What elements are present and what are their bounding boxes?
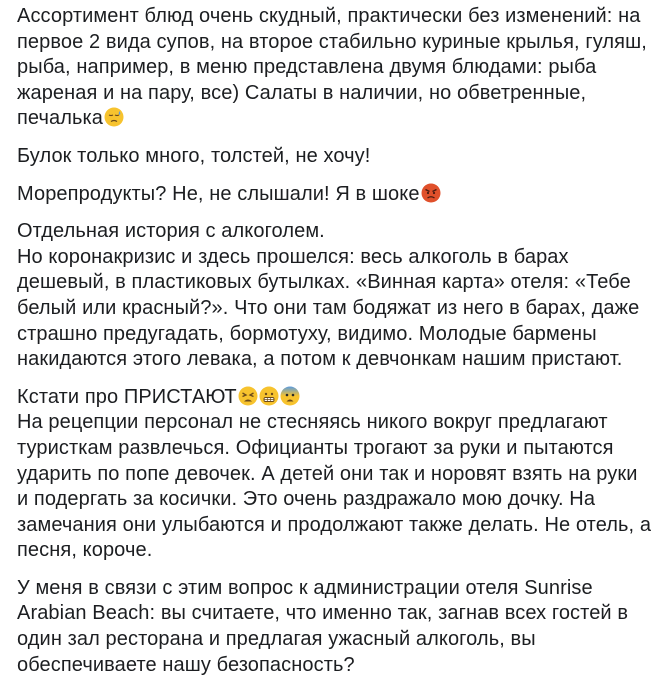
text-line: рыба, например, в меню представлена двумя блюдами: рыба [17,56,597,79]
text-line: жареная и на пару, все) Салаты в наличии, но обветренные, [17,81,587,104]
text-line: белый или красный?». Что они там бодяжат из него в барах, даже [17,296,640,319]
text-line: обеспечиваете нашу безопасность? [17,653,355,676]
text-line: Отдельная история с алкоголем. [17,220,325,243]
tired-face-emoji-icon [238,386,258,406]
text-line: песня, короче. [17,539,153,562]
text-line-with-emoji [17,385,657,411]
text-line: ударить по попе девочек. А детей они так и норовят взять на руки [17,462,638,485]
paragraph-harassment [17,385,657,564]
text-line: Булок только много, толстей, не хочу! [17,144,371,167]
paragraph-buns [17,144,657,170]
text-line: замечания они улыбаются и продолжают также делать. Не отель, а [17,513,652,536]
text-line: туристкам развлечься. Официанты трогают за руки и пытаются [17,436,614,459]
paragraph-menu [17,4,657,132]
text-line: накидаются этого левака, а потом к девчонкам нашим пристают. [17,348,623,371]
text-line: Но коронакризис и здесь прошелся: весь алкоголь в барах [17,245,569,268]
text-line: Ассортимент блюд очень скудный, практически без изменений: на [17,5,641,27]
text-line: дешевый, в пластиковых бутылках. «Винная карта» отеля: «Тебе [17,271,631,294]
grimacing-face-emoji-icon [259,386,279,406]
downcast-sweat-emoji-icon [104,107,124,127]
paragraph-alcohol [17,219,657,373]
post-body [17,4,657,690]
text-line: страшно предугадать, бормотуху, видимо. Молодые бармены [17,322,597,345]
text-line-with-emoji [17,106,657,132]
text-line: У меня в связи с этим вопрос к администрации отеля Sunrise [17,576,593,599]
paragraph-seafood [17,182,657,208]
angry-face-emoji-icon [421,183,441,203]
text-line: На рецепции персонал не стесняясь никого вокруг предлагают [17,411,608,434]
text-line: Arabian Beach: вы считаете, что именно так, загнав всех гостей в [17,602,629,625]
fearful-face-emoji-icon [280,386,300,406]
text-line-with-emoji [17,182,657,208]
paragraph-question [17,576,657,678]
text-line: Морепродукты? Не, не слышали! Я в шоке [17,182,420,205]
text-line: один зал ресторана и предлагая ужасный алкоголь, вы [17,628,536,651]
text-line: печалька [17,107,104,130]
text-line: Кстати про ПРИСТАЮТ [17,385,237,408]
text-line: первое 2 вида супов, на второе стабильно куриные крылья, гуляш, [17,30,647,53]
text-line: и подергать за косички. Это очень раздражало мою дочку. На [17,488,596,511]
